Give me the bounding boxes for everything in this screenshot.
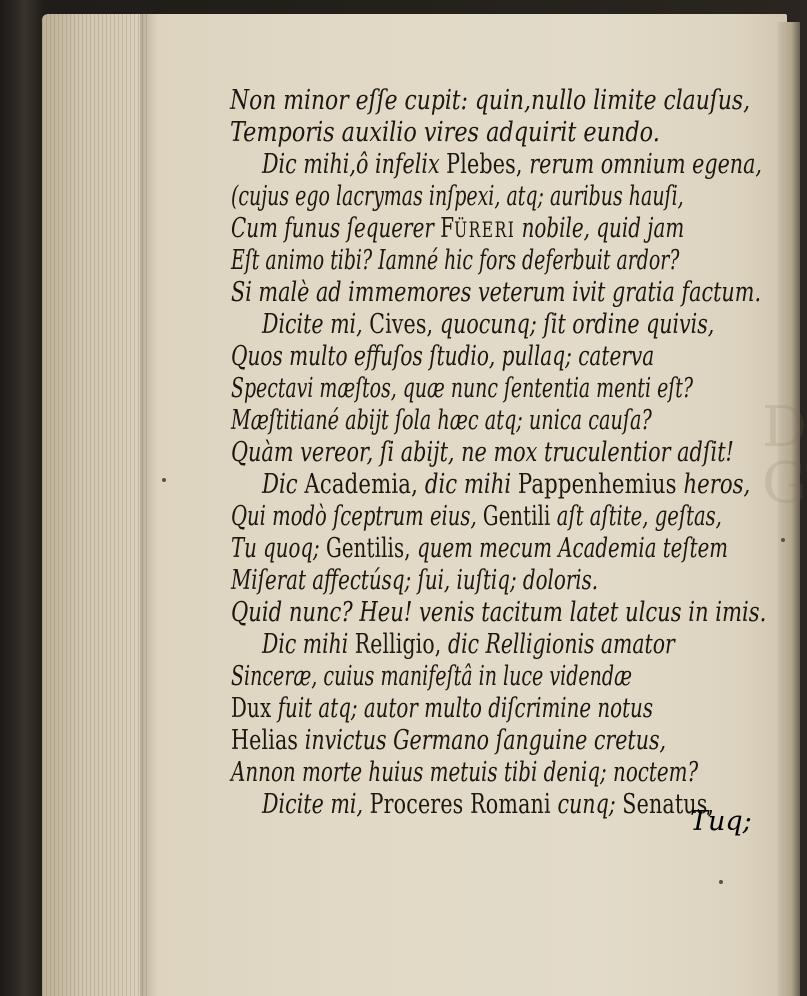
poem-segment: Dic mihi xyxy=(262,629,355,660)
poem-segment: Pappenhemius xyxy=(517,469,684,500)
poem-line xyxy=(230,117,660,149)
poem-segment: Annon morte huius metuis tibi deniq; noctem? xyxy=(231,757,699,788)
poem-line xyxy=(231,565,598,597)
poem-segment: Gentili xyxy=(482,501,557,532)
poem-line xyxy=(231,757,698,789)
poem-segment: dic mihi xyxy=(424,469,518,500)
poem-segment: cunq; xyxy=(557,789,623,820)
poem-segment: Academia, xyxy=(304,469,425,500)
poem-line xyxy=(231,437,734,469)
poem-segment: F xyxy=(440,213,455,244)
poem-segment: Quid nunc? Heu! venis tacitum latet ulcus in imis. xyxy=(231,597,767,628)
poem-segment: Dic mihi,ô infelix xyxy=(262,149,447,180)
poem-segment: Tu quoq; xyxy=(231,533,326,564)
poem-segment: rerum omnium egena, xyxy=(529,149,762,180)
poem-line xyxy=(231,597,766,629)
poem-line xyxy=(262,789,714,821)
show-through-marks: D G xyxy=(762,395,807,516)
poem-segment: Spectavi mæſtos, quæ nunc ſententia menti eſt? xyxy=(231,373,693,404)
poem-segment: Si malè ad immemores veterum ivit gratia factum. xyxy=(231,277,762,308)
poem-line xyxy=(262,469,750,501)
poem-segment: ÜRERI xyxy=(454,218,516,242)
poem-segment: heros, xyxy=(683,469,751,500)
poem-segment: nobile, quid jam xyxy=(515,213,685,244)
poem-segment: Dicite mi, xyxy=(262,789,370,820)
poem-segment: aſt aſtite, geſtas, xyxy=(556,501,722,532)
poem-segment: quem mecum Academia teſtem xyxy=(417,533,728,564)
poem-segment: Dicite mi, xyxy=(262,309,370,340)
poem-segment: Non minor eſſe cupit: quin,nullo limite clauſus, xyxy=(230,85,751,116)
poem-line xyxy=(231,213,684,246)
poem-line xyxy=(231,533,728,565)
poem-segment: Mæſtitiané abijt ſola hæc atq; unica cauſa? xyxy=(231,405,652,436)
poem-line xyxy=(231,181,684,213)
poem-segment: fuit atq; autor multo diſcrimine notus xyxy=(277,693,653,724)
poem-line xyxy=(231,405,652,437)
poem-segment: Eſt animo tibi? Iamné hic fors deferbuit ardor? xyxy=(231,245,680,276)
poem-line xyxy=(231,501,722,533)
poem-line xyxy=(262,149,762,181)
poem-segment: Relligio, xyxy=(354,629,449,660)
poem-segment: Cum funus ſequerer xyxy=(231,213,441,244)
poem-segment: Qui modò ſceptrum eius, xyxy=(231,501,483,532)
poem-segment: Plebes, xyxy=(446,149,530,180)
poem-line xyxy=(231,661,632,693)
poem-segment: (cujus ego lacrymas inſpexi, atq; auribus hauſi, xyxy=(231,181,684,212)
catchword: Tuq; xyxy=(690,806,752,837)
poem-line xyxy=(231,245,679,277)
poem-segment: Quàm vereor, ſi abijt, ne mox truculentior adſit! xyxy=(231,437,734,468)
poem-line xyxy=(231,693,653,725)
poem-segment: Helias xyxy=(231,725,305,756)
poem-line xyxy=(262,629,675,661)
poem-segment: Dic xyxy=(262,469,305,500)
poem-segment: Miſerat affectúsq; ſui, iuſtiq; doloris. xyxy=(231,565,599,596)
poem-segment: Sinceræ, cuius manifeſtâ in luce videndæ xyxy=(231,661,632,692)
poem-segment: Senatus, xyxy=(622,789,715,820)
poem-line xyxy=(231,373,693,405)
poem-segment: invictus Germano ſanguine cretus, xyxy=(304,725,667,756)
poem-line xyxy=(231,341,654,373)
poem-line xyxy=(231,277,761,309)
poem-segment: Proceres Romani xyxy=(369,789,558,820)
poem-segment: Temporis auxilio vires adquirit eundo. xyxy=(230,117,660,148)
poem-line xyxy=(262,309,714,341)
poem-segment: dic Relligionis amator xyxy=(448,629,675,660)
poem-segment: Gentilis, xyxy=(325,533,418,564)
poem-line xyxy=(230,85,750,117)
poem-segment: Dux xyxy=(231,693,278,724)
poem-segment: Quos multo effuſos ſtudio, pullaq; caterva xyxy=(231,341,655,372)
poem-segment: quocunq; ſit ordine quivis, xyxy=(439,309,715,340)
poem-line xyxy=(231,725,666,757)
poem-segment: Cives, xyxy=(369,309,440,340)
